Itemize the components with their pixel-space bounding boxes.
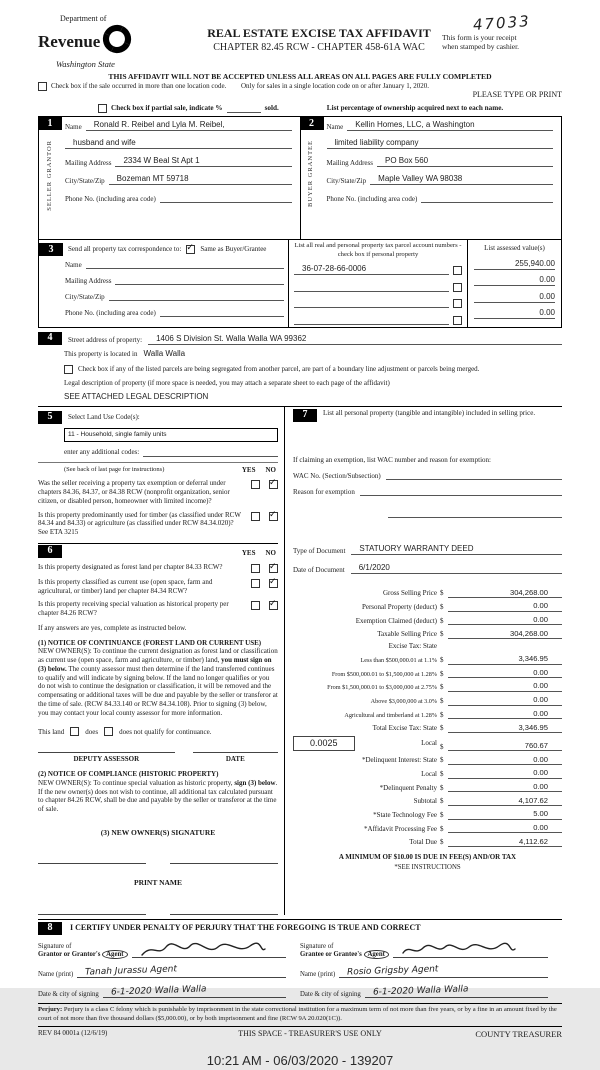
timber-question: Is this property predominantly used for timber (as classified under RCW 84.34 and 84.33) or agriculture (as classified under RCW 84.34.020)? See ETA 3215 bbox=[38, 510, 241, 537]
buyer-mailing-value: PO Box 560 bbox=[384, 156, 429, 166]
dollar-sign: $ bbox=[440, 630, 444, 639]
seller-city-field[interactable] bbox=[109, 174, 292, 185]
timber-question-row bbox=[38, 511, 278, 537]
segregated-checkbox[interactable] bbox=[64, 365, 73, 374]
segregated-label: Check box if any of the listed parcels are being segregated from another parcel, are part of a boundary line adjustment or parcels being merged. bbox=[78, 364, 480, 373]
grantor-name-print-field[interactable] bbox=[77, 963, 286, 978]
header-subrow bbox=[38, 82, 562, 100]
buyer-city-value: Maple Valley WA 98038 bbox=[378, 174, 463, 184]
same-as-buyer-checkbox[interactable] bbox=[186, 245, 195, 254]
buyer-city-field[interactable] bbox=[370, 174, 553, 185]
tax-value: 0.00 bbox=[448, 823, 562, 833]
tax-value: 0.00 bbox=[448, 668, 562, 678]
grantee-date-field[interactable] bbox=[365, 983, 548, 998]
section-5-header bbox=[38, 411, 278, 424]
dollar-sign: $ bbox=[440, 602, 444, 611]
tax-label: *State Technology Fee bbox=[373, 811, 437, 820]
acceptance-warning: THIS AFFIDAVIT WILL NOT BE ACCEPTED UNLESS ALL AREAS ON ALL PAGES ARE FULLY COMPLETED bbox=[108, 71, 492, 81]
corr-mailing-label: Mailing Address bbox=[65, 276, 112, 285]
seller-city-value: Bozeman MT 59718 bbox=[116, 174, 189, 184]
section-2-badge: 2 bbox=[300, 117, 324, 130]
single-location-note: Only for sales in a single location code on or after January 1, 2020. bbox=[241, 82, 429, 91]
land-use-code-field[interactable] bbox=[64, 428, 278, 442]
section-8 bbox=[38, 919, 562, 999]
doc-date-label: Date of Document bbox=[293, 565, 345, 574]
section-7-badge: 7 bbox=[293, 409, 317, 422]
buyer-city-label: City/State/Zip bbox=[326, 176, 367, 185]
owner-signature-field-1[interactable] bbox=[38, 855, 146, 864]
receipt-block bbox=[442, 14, 562, 52]
dollar-sign: $ bbox=[440, 742, 444, 751]
dollar-sign: $ bbox=[440, 838, 444, 847]
tax-label: From $1,500,000.01 to $3,000,000 at 2.75% bbox=[327, 684, 437, 692]
grantor-agent-word: Agent bbox=[102, 950, 127, 959]
corr-phone-field[interactable] bbox=[160, 307, 284, 317]
tax-value: 0.00 bbox=[448, 681, 562, 691]
tax-value: 0.00 bbox=[448, 709, 562, 719]
dollar-sign: $ bbox=[440, 824, 444, 833]
tax-value: 760.67 bbox=[448, 741, 562, 751]
instructions-note: (See back of last page for instructions) bbox=[64, 466, 165, 474]
see-instructions-note: *SEE INSTRUCTIONS bbox=[394, 863, 461, 871]
tax-value: 0.00 bbox=[448, 601, 562, 611]
buyer-name-field-line2[interactable] bbox=[327, 138, 554, 149]
section-4-badge: 4 bbox=[38, 332, 62, 345]
reason-field-line2[interactable] bbox=[388, 508, 562, 518]
does-not-label: does not qualify for continuance. bbox=[119, 727, 212, 736]
dollar-sign: $ bbox=[440, 655, 444, 664]
seller-name-field[interactable] bbox=[86, 120, 292, 131]
agency-name-line2 bbox=[38, 24, 196, 59]
buyer-mailing-field[interactable] bbox=[377, 156, 553, 167]
does-qualify-checkbox[interactable] bbox=[70, 727, 79, 736]
buyer-side-label: BUYER GRANTEE bbox=[307, 140, 315, 208]
seller-name-value: Ronald R. Reibel and Lyla M. Reibel, bbox=[93, 120, 225, 130]
personal-property-title: List all personal property (tangible and intangible) included in selling price. bbox=[323, 408, 536, 417]
grantee-name-print-label: Name (print) bbox=[300, 970, 336, 978]
grantee-sig-label-1: Signature of bbox=[300, 942, 334, 950]
print-name-field-2[interactable] bbox=[170, 906, 278, 915]
located-in-value: Walla Walla bbox=[143, 348, 186, 358]
section-6-badge: 6 bbox=[38, 545, 62, 558]
grantor-date-label: Date & city of signing bbox=[38, 990, 99, 998]
parties-and-tax-box bbox=[38, 116, 562, 327]
notice1-body2: The county assessor must then determine if the land transferred continues to qualify and will indicate by signing below. If the land no longer qualifies or you do not wish to continue the designation or classification, it will be removed and the compensating or additional taxes will be due and payable by the seller or transferor at the time of sale. (RCW 84.33.140 or RCW 84.34.108). Prior to signing (3) below, you may contact your local county assessor for more information. bbox=[38, 664, 278, 717]
tax-label: Exemption Claimed (deduct) bbox=[355, 616, 437, 625]
parcel-numbers-header: List all real and personal property tax parcel account numbers - check box if personal property bbox=[294, 242, 462, 258]
section-2-buyer bbox=[300, 117, 562, 239]
form-header bbox=[38, 14, 562, 70]
dollar-sign: $ bbox=[440, 669, 444, 678]
located-in-label: This property is located in bbox=[64, 350, 138, 359]
dollar-sign: $ bbox=[440, 756, 444, 765]
grantee-signature-field[interactable] bbox=[393, 943, 548, 958]
deputy-assessor-field[interactable] bbox=[38, 752, 175, 764]
exemption-no-checkbox[interactable] bbox=[269, 480, 278, 489]
assessor-date-field[interactable] bbox=[193, 752, 278, 764]
county-treasurer-label: COUNTY TREASURER bbox=[475, 1028, 562, 1039]
exemption-question-row bbox=[38, 479, 278, 505]
section-8-badge: 8 bbox=[38, 922, 62, 935]
tax-label: From $500,000.01 to $1,500,000 at 1.28% bbox=[331, 670, 437, 678]
exemption-question: Was the seller receiving a property tax exemption or deferral under chapters 84.36, 84.37, or 84.38 RCW (nonprofit organization, senior citizen, or disabled person, homeowner with limited income)? bbox=[38, 479, 230, 505]
form-subtitle: CHAPTER 82.45 RCW - CHAPTER 458-61A WAC bbox=[213, 42, 425, 53]
minimum-due-note: A MINIMUM OF $10.00 IS DUE IN FEE(S) AND/OR TAX bbox=[338, 853, 517, 862]
seller-mailing-label: Mailing Address bbox=[65, 158, 112, 167]
forest-yes-checkbox[interactable] bbox=[251, 564, 260, 573]
personal-property-checkbox-4[interactable] bbox=[453, 316, 462, 325]
seller-mailing-value: 2334 W Beal St Apt 1 bbox=[123, 156, 200, 166]
dollar-sign: $ bbox=[440, 783, 444, 792]
tax-label: *Affidavit Processing Fee bbox=[364, 824, 437, 833]
tax-value: 0.00 bbox=[448, 755, 562, 765]
buyer-name-value: Kellin Homes, LLC, a Washington bbox=[355, 120, 475, 130]
agency-name-line3: Washington State bbox=[56, 59, 115, 70]
assessed-value: 255,940.00 bbox=[474, 259, 555, 270]
continuance-qualify-row bbox=[38, 727, 278, 736]
assessed-values-header: List assessed value(s) bbox=[484, 244, 545, 253]
grantee-sig-label-2: Grantee or Grantee's bbox=[300, 950, 362, 958]
timestamp-stamp: 10:21 AM - 06/03/2020 - 139207 bbox=[206, 1053, 394, 1069]
dollar-sign: $ bbox=[440, 589, 444, 598]
corr-name-label: Name bbox=[65, 260, 82, 269]
street-address-value: 1406 S Division St. Walla Walla WA 99362 bbox=[156, 333, 307, 343]
parcel-number-field[interactable] bbox=[294, 281, 449, 292]
forest-no-checkbox[interactable] bbox=[269, 564, 278, 573]
current-use-no-checkbox[interactable] bbox=[269, 579, 278, 588]
grantor-signature-block bbox=[38, 938, 300, 999]
dollar-sign: $ bbox=[440, 696, 444, 705]
grantor-sig-label-1: Signature of bbox=[38, 942, 72, 950]
same-as-buyer-label: Same as Buyer/Grantee bbox=[200, 245, 267, 254]
notice-of-continuance bbox=[38, 639, 278, 718]
notice1-title: (1) NOTICE OF CONTINUANCE (FOREST LAND OR CURRENT USE) bbox=[38, 638, 262, 647]
tax-label: Total Due bbox=[409, 838, 437, 847]
legal-description-value: SEE ATTACHED LEGAL DESCRIPTION bbox=[64, 391, 209, 401]
parcel-number-field[interactable] bbox=[294, 297, 449, 308]
tax-label: Less than $500,000.01 at 1.1% bbox=[360, 656, 437, 664]
dollar-sign: $ bbox=[440, 811, 444, 820]
treasurer-space-label: THIS SPACE - TREASURER'S USE ONLY bbox=[238, 1028, 382, 1038]
dollar-sign: $ bbox=[440, 724, 444, 733]
tax-label: Gross Selling Price bbox=[382, 589, 437, 598]
owner-signature-field-2[interactable] bbox=[170, 855, 278, 864]
deputy-assessor-label: DEPUTY ASSESSOR bbox=[73, 755, 140, 764]
assessor-date-label: DATE bbox=[225, 755, 245, 764]
tax-label: Total Excise Tax: State bbox=[372, 724, 437, 733]
timber-no-checkbox[interactable] bbox=[269, 512, 278, 521]
assessed-value: 0.00 bbox=[474, 275, 555, 286]
partial-sale-row bbox=[98, 104, 562, 113]
grantor-signature-ink bbox=[138, 941, 268, 959]
additional-codes-label: enter any additional codes: bbox=[64, 447, 140, 456]
section-3-badge: 3 bbox=[39, 243, 63, 256]
legal-description-label: Legal description of property (if more space is needed, you may attach a separate sheet to each page of the affidavit) bbox=[64, 378, 390, 387]
tax-value: 4,107.62 bbox=[448, 796, 562, 806]
form-footer bbox=[38, 1026, 562, 1040]
assessed-value: 0.00 bbox=[474, 292, 555, 303]
grantee-signature-block bbox=[300, 938, 562, 999]
assessed-value: 0.00 bbox=[474, 308, 555, 319]
seller-mailing-field[interactable] bbox=[115, 156, 291, 167]
print-name-field-1[interactable] bbox=[38, 906, 146, 915]
right-column bbox=[284, 407, 562, 915]
additional-codes-field[interactable] bbox=[143, 447, 278, 457]
forest-land-question-row bbox=[38, 563, 278, 573]
tax-label: Subtotal bbox=[413, 797, 437, 806]
dor-logo-block bbox=[38, 14, 196, 70]
parcel-number-value bbox=[294, 281, 302, 290]
personal-property-checkbox-2[interactable] bbox=[453, 283, 462, 292]
section-1-badge: 1 bbox=[38, 117, 62, 130]
corr-phone-label: Phone No. (including area code) bbox=[65, 308, 156, 317]
buyer-phone-value bbox=[421, 192, 429, 201]
dollar-sign: $ bbox=[440, 797, 444, 806]
receipt-note-line1: This form is your receipt bbox=[442, 32, 517, 42]
parcel-number-value bbox=[294, 297, 302, 306]
tax-label: Local bbox=[421, 770, 437, 779]
tax-value: 0.00 bbox=[448, 768, 562, 778]
grantor-sig-label-2: Grantor or Grantor's bbox=[38, 950, 101, 958]
parties-box bbox=[39, 117, 561, 239]
tax-value: 304,268.00 bbox=[448, 629, 562, 639]
wac-label: WAC No. (Section/Subsection) bbox=[293, 471, 381, 480]
seller-name-field-line2[interactable] bbox=[65, 138, 292, 149]
doc-type-field[interactable] bbox=[351, 544, 562, 555]
grantor-date-value: 6-1-2020 Walla Walla bbox=[110, 984, 207, 998]
grantee-agent-word: Agent bbox=[364, 950, 389, 959]
perjury-lead: Perjury: bbox=[38, 1006, 63, 1014]
land-use-code-value: 11 - Household, single family units bbox=[68, 430, 167, 438]
historic-yes-checkbox[interactable] bbox=[251, 601, 260, 610]
doc-date-field[interactable] bbox=[351, 563, 562, 574]
does-label: does bbox=[85, 727, 99, 736]
agency-name-line1: Department of bbox=[60, 14, 107, 23]
section-4 bbox=[38, 332, 562, 402]
tax-value: 3,346.95 bbox=[448, 654, 562, 664]
this-land-label: This land bbox=[38, 727, 65, 736]
does-not-qualify-checkbox[interactable] bbox=[104, 727, 113, 736]
tax-table bbox=[293, 584, 562, 847]
tax-label: Personal Property (deduct) bbox=[361, 602, 437, 611]
title-block bbox=[196, 14, 442, 55]
form-title: REAL ESTATE EXCISE TAX AFFIDAVIT bbox=[207, 26, 431, 40]
partial-sale-percent-field[interactable] bbox=[227, 104, 261, 113]
tax-value: 5.00 bbox=[448, 809, 562, 819]
multi-location-checkbox[interactable] bbox=[38, 82, 47, 91]
dollar-sign: $ bbox=[440, 770, 444, 779]
grantor-signature-field[interactable] bbox=[132, 943, 286, 958]
parcel-number-value: 36-07-28-66-0006 bbox=[302, 264, 367, 274]
tax-label: Excise Tax: State bbox=[388, 642, 437, 651]
reason-field[interactable] bbox=[360, 486, 562, 496]
forest-land-question: Is this property designated as forest land per chapter 84.33 RCW? bbox=[38, 562, 223, 571]
agency-revenue-text: Revenue bbox=[38, 32, 101, 51]
doc-type-label: Type of Document bbox=[293, 546, 346, 555]
dollar-sign: $ bbox=[440, 616, 444, 625]
timber-yes-checkbox[interactable] bbox=[251, 512, 260, 521]
section-3 bbox=[39, 239, 561, 326]
current-use-yes-checkbox[interactable] bbox=[251, 579, 260, 588]
doc-type-value: STATUORY WARRANTY DEED bbox=[359, 544, 474, 554]
grantor-name-print-label: Name (print) bbox=[38, 970, 74, 978]
notice2-bold: sign (3) below bbox=[234, 778, 276, 787]
seller-city-label: City/State/Zip bbox=[65, 176, 105, 185]
no-header-6: NO bbox=[265, 549, 276, 558]
partial-sale-checkbox[interactable] bbox=[98, 104, 107, 113]
notice-of-compliance bbox=[38, 770, 278, 814]
tax-label: Taxable Selling Price bbox=[377, 630, 437, 639]
parcel-number-value bbox=[294, 314, 302, 323]
no-header: NO bbox=[265, 465, 276, 474]
yes-header-6: YES bbox=[241, 549, 256, 558]
section-5-badge: 5 bbox=[38, 411, 62, 424]
print-name-lines bbox=[38, 906, 278, 915]
street-address-label: Street address of property: bbox=[68, 336, 143, 345]
tax-label: Above $3,000,000 at 3.0% bbox=[370, 697, 437, 705]
handwritten-receipt-number: 47033 bbox=[472, 12, 532, 34]
tax-label: Local bbox=[421, 739, 437, 748]
buyer-phone-label: Phone No. (including area code) bbox=[326, 194, 418, 203]
yes-header: YES bbox=[241, 465, 256, 474]
certify-statement: I CERTIFY UNDER PENALTY OF PERJURY THAT THE FOREGOING IS TRUE AND CORRECT bbox=[70, 923, 421, 933]
multi-location-row bbox=[38, 82, 228, 100]
corr-name-field[interactable] bbox=[86, 259, 284, 269]
seller-phone-field[interactable] bbox=[160, 192, 292, 203]
land-use-title: Select Land Use Code(s): bbox=[68, 412, 140, 421]
local-rate-box: 0.0025 bbox=[293, 736, 355, 751]
dollar-sign: $ bbox=[440, 710, 444, 719]
buyer-name-field[interactable] bbox=[347, 120, 553, 131]
left-column bbox=[38, 407, 284, 915]
wac-field[interactable] bbox=[386, 470, 562, 480]
dor-swirl-logo-icon bbox=[102, 24, 132, 59]
main-columns bbox=[38, 406, 562, 915]
current-use-question-row bbox=[38, 578, 278, 596]
ownership-note: List percentage of ownership acquired next to each name. bbox=[326, 104, 504, 113]
tax-value: 0.00 bbox=[448, 695, 562, 705]
exemption-yes-checkbox[interactable] bbox=[251, 480, 260, 489]
seller-phone-label: Phone No. (including area code) bbox=[65, 194, 156, 203]
corr-city-label: City/State/Zip bbox=[65, 292, 105, 301]
grantor-name-print-value: Tanah Jurassu Agent bbox=[85, 964, 178, 978]
grantee-signature-ink bbox=[399, 941, 519, 959]
grantee-name-print-field[interactable] bbox=[339, 963, 548, 978]
perjury-body: Perjury is a class C felony which is punishable by imprisonment in the state correctional institution for a maximum term of not more than five years, or by a fine in an amount fixed by the court of not more than five thousand dollars ($5,000.00), or by both imprisonment and fine (RCW 9A 20.020(1C)). bbox=[38, 1006, 557, 1022]
tax-value: 4,112.62 bbox=[448, 837, 562, 847]
print-name-label: PRINT NAME bbox=[134, 878, 182, 888]
buyer-name-value-line2: limited liability company bbox=[334, 138, 419, 148]
notice2-title: (2) NOTICE OF COMPLIANCE (HISTORIC PROPERTY) bbox=[38, 770, 219, 779]
tax-value: 304,268.00 bbox=[448, 588, 562, 598]
rev-number: REV 84 0001a (12/6/19) bbox=[38, 1028, 108, 1037]
personal-property-checkbox-1[interactable] bbox=[453, 266, 462, 275]
send-correspondence-label: Send all property tax correspondence to: bbox=[68, 245, 182, 254]
seller-phone-value bbox=[160, 192, 168, 201]
partial-sale-label: Check box if partial sale, indicate % bbox=[111, 104, 223, 113]
assessor-signature-row bbox=[38, 752, 278, 764]
parcel-number-field[interactable] bbox=[294, 264, 449, 275]
street-address-field[interactable] bbox=[148, 334, 562, 345]
multi-location-label: Check box if the sale occurred in more than one location code. bbox=[51, 82, 227, 91]
historic-question: Is this property receiving special valuation as historical property per chapter 84.26 RCW? bbox=[38, 600, 229, 618]
partial-sale-sold-label: sold. bbox=[264, 104, 279, 113]
notice1-bold: you must sign on (3) below. bbox=[38, 656, 272, 673]
perjury-statement bbox=[38, 1003, 562, 1025]
corr-city-field[interactable] bbox=[109, 291, 284, 301]
tax-label: *Delinquent Penalty bbox=[379, 783, 437, 792]
exemption-note: If claiming an exemption, list WAC number and reason for exemption: bbox=[293, 455, 491, 464]
section-1-seller bbox=[39, 117, 300, 239]
grantee-date-value: 6-1-2020 Walla Walla bbox=[372, 984, 469, 998]
tax-value: 0.00 bbox=[448, 615, 562, 625]
buyer-mailing-label: Mailing Address bbox=[326, 158, 373, 167]
buyer-name-label: Name bbox=[326, 122, 344, 131]
receipt-note-line2: when stamped by cashier. bbox=[442, 42, 520, 52]
parcel-number-field[interactable] bbox=[294, 314, 449, 325]
grantee-date-label: Date & city of signing bbox=[300, 990, 361, 998]
notice2-body1: NEW OWNER(S): To continue special valuation as historic property, bbox=[38, 778, 235, 787]
tax-label: *Delinquent Interest: State bbox=[361, 756, 437, 765]
seller-name-value-line2: husband and wife bbox=[73, 138, 136, 148]
grantor-date-field[interactable] bbox=[103, 983, 286, 998]
if-yes-note: If any answers are yes, complete as instructed below. bbox=[38, 623, 187, 632]
tax-value: 3,346.95 bbox=[448, 723, 562, 733]
type-or-print-label: PLEASE TYPE OR PRINT bbox=[472, 90, 562, 100]
notice2-body2: . If the new owner(s) does not wish to continue, all additional tax calculated pursuant to chapter 84.26 RCW, shall be due and payable by the seller or transferor at the time of sale. bbox=[38, 778, 278, 814]
buyer-phone-field[interactable] bbox=[421, 192, 553, 203]
new-owner-signature-label: (3) NEW OWNER(S) SIGNATURE bbox=[100, 827, 216, 837]
current-use-question: Is this property classified as current use (open space, farm and agricultural, or timber) land per chapter 84.34 RCW? bbox=[38, 577, 213, 595]
corr-mailing-field[interactable] bbox=[115, 275, 284, 285]
historic-no-checkbox[interactable] bbox=[269, 601, 278, 610]
doc-date-value: 6/1/2020 bbox=[358, 563, 390, 573]
dollar-sign: $ bbox=[440, 683, 444, 692]
reason-label: Reason for exemption bbox=[293, 487, 355, 496]
seller-name-label: Name bbox=[65, 122, 82, 131]
section-7-header bbox=[293, 409, 562, 422]
tax-value: 0.00 bbox=[448, 782, 562, 792]
tax-label: Agricultural and timberland at 1.28% bbox=[344, 711, 437, 719]
historic-question-row bbox=[38, 600, 278, 618]
notice1-body1: NEW OWNER(S): To continue the current designation as forest land or classification as current use (open space, farm and agriculture, or timber) land, bbox=[38, 647, 278, 665]
personal-property-checkbox-3[interactable] bbox=[453, 299, 462, 308]
seller-side-label: SELLER GRANTOR bbox=[45, 140, 53, 212]
grantee-name-print-value: Rosio Grigsby Agent bbox=[347, 964, 439, 978]
owner-signature-lines bbox=[38, 855, 278, 864]
section-6-header bbox=[38, 543, 278, 558]
